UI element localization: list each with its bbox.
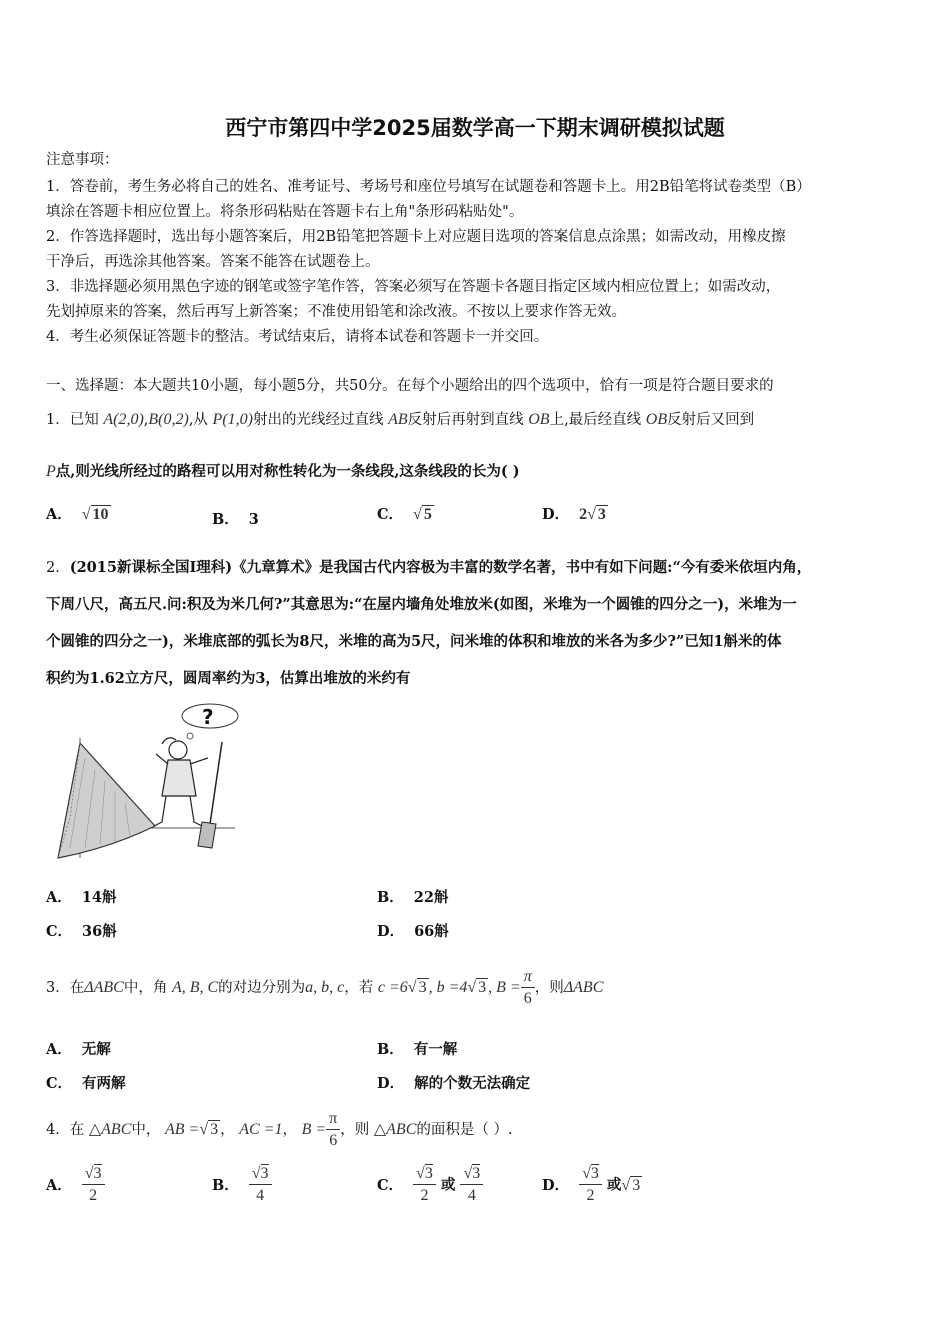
q3-text: ，若 <box>344 980 374 996</box>
q1-line-ob: OB <box>528 411 550 428</box>
radicand: 3 <box>632 1176 641 1194</box>
q2-option-c[interactable] <box>46 920 117 941</box>
condition-c: c =6 <box>377 979 408 996</box>
option-label: C． <box>46 1075 73 1092</box>
q3-option-b[interactable] <box>377 1038 457 1059</box>
q1-option-d[interactable] <box>542 503 608 524</box>
q2-line-3: 个圆锥的四分之一)，米堆底部的弧长为8尺，米堆的高为5尺，问米堆的体积和堆放的米各为多少?”已知1斛米的体 <box>46 633 782 650</box>
option-label: B． <box>377 1041 404 1058</box>
person-figure <box>154 738 208 826</box>
option-label: B． <box>212 1176 239 1194</box>
q2-option-d[interactable] <box>377 920 449 941</box>
option-label: B． <box>377 889 404 906</box>
option-label: B． <box>212 511 239 528</box>
triangle-abc: △ABC <box>373 1121 417 1138</box>
q4-text: 在 <box>69 1122 85 1138</box>
q4-number: 4． <box>46 1122 70 1138</box>
option-label: D． <box>377 923 405 940</box>
sqrt-expression: √ 3 <box>199 1121 219 1138</box>
coefficient: 2 <box>579 506 588 523</box>
q4-option-a[interactable] <box>46 1164 105 1207</box>
radicand: 3 <box>210 1121 219 1138</box>
sides-abc: a, b, c <box>305 979 345 996</box>
q2-option-b[interactable] <box>377 886 448 907</box>
denominator: 2 <box>586 1187 595 1204</box>
q1-option-a[interactable] <box>46 503 111 524</box>
q4-option-c[interactable] <box>377 1164 483 1207</box>
angles-abc: A, B, C <box>171 979 219 996</box>
denominator: 2 <box>89 1187 98 1204</box>
fraction: $\frac{√3}{2}$ <box>579 1164 602 1207</box>
option-label: A． <box>46 1176 72 1194</box>
option-text: 无解 <box>81 1041 111 1058</box>
option-label: D． <box>542 1176 570 1194</box>
q3-text: ，则 <box>534 980 564 996</box>
or-text: 或 <box>440 1176 456 1194</box>
q2-number: 2． <box>46 560 70 576</box>
q4-line <box>46 1108 513 1152</box>
option-label: A． <box>46 1041 72 1058</box>
sqrt-expression: 2√ 3 <box>579 506 606 523</box>
option-label: A． <box>46 889 72 906</box>
numerator: π <box>326 1109 340 1130</box>
fraction-pi-6 <box>521 967 535 1010</box>
page-title: 西宁市第四中学2025届数学高一下期末调研模拟试题 <box>225 116 725 140</box>
q1-option-b[interactable] <box>212 508 259 529</box>
notice-heading: 注意事项： <box>46 152 119 168</box>
radicand: 3 <box>418 979 427 996</box>
condition-b: , b =4 <box>428 979 468 996</box>
q3-text: 在 <box>69 980 85 996</box>
condition-ac: AC =1 <box>239 1121 283 1138</box>
q4-text: ，则 <box>340 1122 370 1138</box>
radicand: 3 <box>590 1165 599 1182</box>
condition-ab: AB = <box>164 1121 200 1138</box>
radicand: 5 <box>423 506 432 523</box>
q2-text: (2015新课标全国I理科)《九章算术》是我国古代内容极为丰富的数学名著，书中有如下问题:“今有委米依垣内角， <box>69 559 812 576</box>
radicand: 3 <box>424 1165 433 1182</box>
triangle-abc: ΔABC <box>84 979 124 996</box>
option-label: C． <box>377 506 404 523</box>
q3-option-c[interactable] <box>46 1072 126 1093</box>
q3-text: 中，角 <box>123 980 168 996</box>
rice-pile-figure <box>50 698 245 863</box>
condition-angle-b: , B = <box>488 979 521 996</box>
radicand: 3 <box>478 979 487 996</box>
numerator: π <box>521 967 535 988</box>
notice-line-4: 干净后，再选涂其他答案。答案不能答在试题卷上。 <box>46 254 380 270</box>
q4-option-b[interactable] <box>212 1164 272 1207</box>
q1-text: 反射后又回到 <box>667 412 755 428</box>
q1-line-ob: OB <box>645 411 668 428</box>
q1-point-p: P(1,0) <box>212 411 253 428</box>
q3-line <box>46 966 603 1010</box>
q2-option-a[interactable] <box>46 886 116 907</box>
option-text: 22斛 <box>413 889 449 906</box>
radicand: 3 <box>260 1165 269 1182</box>
sqrt-expression: √ 5 <box>413 506 432 523</box>
q1-text: 上,最后经直线 <box>549 412 642 428</box>
or-text: 或 <box>606 1176 622 1194</box>
denominator: 4 <box>467 1187 476 1204</box>
notice-line-6: 先划掉原来的答案，然后再写上新答案；不准使用铅笔和涂改液。不按以上要求作答无效。 <box>46 304 626 320</box>
fraction: $\frac{√3}{2}$ <box>82 1164 105 1207</box>
sqrt-expression: √ 3 <box>467 979 487 996</box>
q3-number: 3． <box>46 980 70 996</box>
notice-line-2: 填涂在答题卡相应位置上。将条形码粘贴在答题卡右上角"条形码粘贴处"。 <box>46 204 524 220</box>
option-text: 解的个数无法确定 <box>414 1075 531 1092</box>
q3-option-d[interactable] <box>377 1072 530 1093</box>
radicand: 10 <box>92 506 109 523</box>
section-heading: 一、选择题：本大题共10小题，每小题5分，共50分。在每个小题给出的四个选项中，恰有一项是符合题目要求的 <box>46 378 774 394</box>
notice-line-5: 3．非选择题必须用黑色字迹的钢笔或签字笔作答，答案必须写在答题卡各题目指定区域内相应位置上；如需改动， <box>46 279 781 295</box>
thought-bubble <box>187 733 193 739</box>
denominator: 4 <box>256 1187 265 1204</box>
fraction: $\frac{√3}{4}$ <box>460 1164 483 1207</box>
q1-text: 已知 <box>69 412 99 428</box>
q1-point-b: B(0,2) <box>148 411 189 428</box>
sqrt-expression: √ 10 <box>81 506 109 523</box>
option-text: 66斛 <box>414 923 449 940</box>
q1-text: 反射后再射到直线 <box>407 412 524 428</box>
question-mark-icon: ? <box>202 705 214 729</box>
q1-line-ab: AB <box>388 411 408 428</box>
q4-text: ， <box>220 1122 235 1138</box>
triangle-abc: ΔABC <box>563 979 604 996</box>
q1-option-c[interactable] <box>377 503 434 524</box>
option-text: 有两解 <box>82 1075 126 1092</box>
denominator: 6 <box>523 989 532 1007</box>
option-label: D． <box>542 506 570 523</box>
sqrt-expression: √ 3 <box>621 1176 641 1194</box>
option-text: 3 <box>248 511 259 528</box>
shovel-handle <box>210 742 222 824</box>
option-text: 36斛 <box>82 923 117 940</box>
denominator: 6 <box>329 1131 338 1149</box>
radicand: 3 <box>93 1165 102 1182</box>
q1-text: 点,则光线所经过的路程可以用对称性转化为一条线段,这条线段的长为( ) <box>55 463 520 480</box>
q2-line-2: 下周八尺，高五尺.问:积及为米几何?”其意思为:“在屋内墙角处堆放米(如图，米堆为一个圆锥的四分之一)，米堆为一 <box>46 596 797 613</box>
q4-text: 中， <box>131 1122 161 1138</box>
q1-number: 1． <box>46 412 70 428</box>
triangle-abc: △ABC <box>88 1121 132 1138</box>
q4-text: 的面积是（ ）. <box>416 1122 513 1138</box>
sqrt-expression: √ 3 <box>407 979 427 996</box>
option-text: 有一解 <box>413 1041 458 1058</box>
q1-text: ,从 <box>188 412 208 428</box>
radicand: 3 <box>472 1165 481 1182</box>
fraction: $\frac{√3}{4}$ <box>249 1164 272 1207</box>
notice-line-7: 4．考生必须保证答题卡的整洁。考试结束后，请将本试卷和答题卡一并交回。 <box>46 329 549 345</box>
notice-line-3: 2．作答选择题时，选出每小题答案后，用2B铅笔把答题卡上对应题目选项的答案信息点涂黑；如需改动，用橡皮擦 <box>46 229 786 245</box>
option-label: A． <box>46 506 72 523</box>
q3-option-a[interactable] <box>46 1038 111 1059</box>
fraction-pi-6 <box>326 1109 340 1152</box>
q1-line-2 <box>46 462 520 482</box>
fraction: $\frac{√3}{2}$ <box>413 1164 436 1207</box>
option-label: D． <box>377 1075 405 1092</box>
q1-text: 射出的光线经过直线 <box>252 412 384 428</box>
q4-option-d[interactable] <box>542 1164 642 1207</box>
radicand: 3 <box>597 506 606 523</box>
notice-line-1: 1．答卷前，考生务必将自己的姓名、准考证号、考场号和座位号填写在试题卷和答题卡上。用2B铅笔将试卷类型（B） <box>46 179 811 195</box>
option-text: 14斛 <box>81 889 117 906</box>
option-label: C． <box>377 1176 404 1194</box>
q1-point-p: P <box>46 463 56 480</box>
condition-angle-b: B = <box>301 1121 327 1138</box>
q2-line-4: 积约为1.62立方尺，圆周率约为3，估算出堆放的米约有 <box>46 670 411 687</box>
denominator: 2 <box>420 1187 429 1204</box>
q4-text: ， <box>282 1122 297 1138</box>
option-label: C． <box>46 923 73 940</box>
q1-line-1: 1．已知 A(2,0),B(0,2),从 P(1,0)射出的光线经过直线 AB反射后再射到直线 OB上,最后经直线 OB反射后又回到 <box>46 411 755 428</box>
q2-line-1 <box>46 558 811 578</box>
q1-point-a: A(2,0) <box>103 411 144 428</box>
q3-text: 的对边分别为 <box>218 980 306 996</box>
